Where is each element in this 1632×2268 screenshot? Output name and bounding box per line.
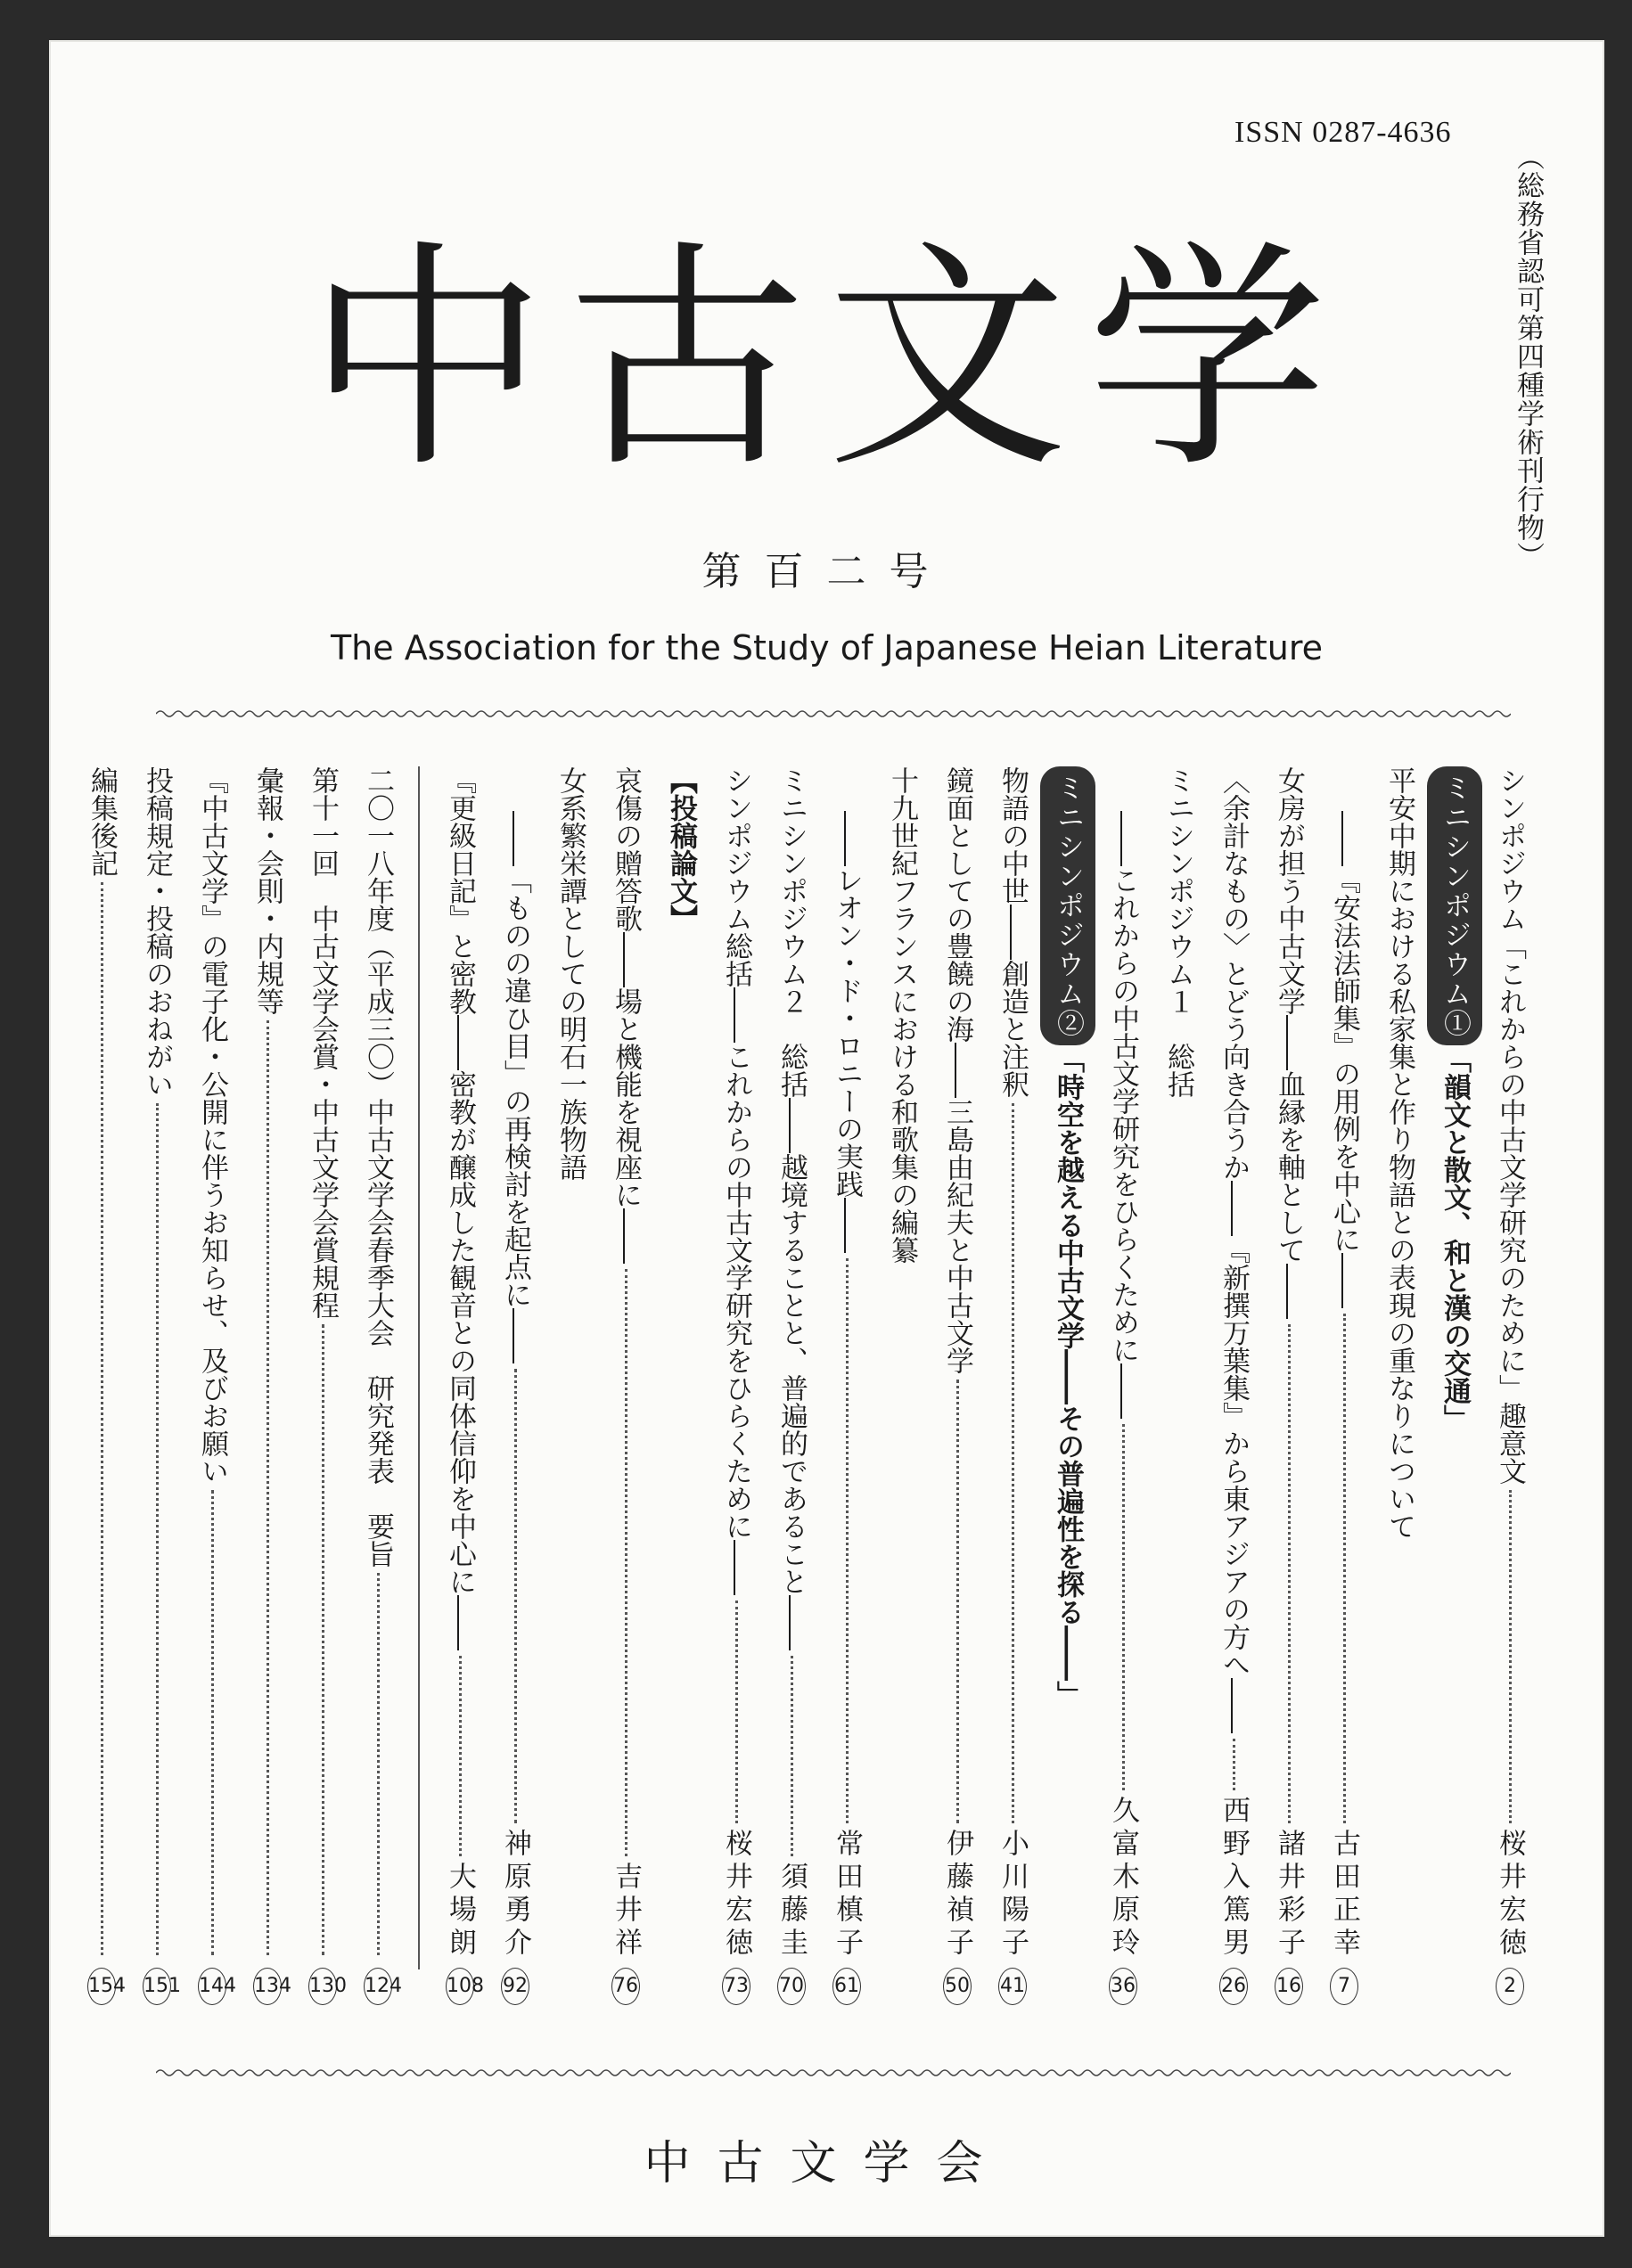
page-number: 2	[1496, 1968, 1524, 2005]
toc-entry: 〈余計なもの〉とどう向き合うか――『新撰万葉集』から東アジアの方へ―― 西野入篤男 26	[1206, 766, 1261, 2005]
page-number: 130	[308, 1968, 337, 2005]
leader-dots	[1012, 1103, 1014, 1823]
toc-entry: ミニシンポジウム１ 総括	[1162, 766, 1194, 1098]
page-number: 61	[832, 1968, 861, 2005]
leader-dots	[625, 1269, 627, 1856]
leader-dots	[846, 1258, 849, 1823]
bottom-wavy-rule	[156, 2067, 1511, 2078]
page-number: 76	[611, 1968, 640, 2005]
leader-dots	[156, 1103, 159, 1955]
section-title: 「時空を越える中古文学――その普遍性を探る――」	[1052, 1045, 1084, 1708]
toc-entry: 鏡面としての豊饒の海――三島由紀夫と中古文学 伊藤禎子 50	[930, 766, 985, 2005]
toc-entry: シンポジウム総括――これからの中古文学研究をひらくために―― 桜井宏徳 73	[709, 766, 764, 2005]
page-number: 41	[998, 1968, 1027, 2005]
page-number: 124	[364, 1968, 392, 2005]
toc-entry: 十九世紀フランスにおける和歌集の編纂	[886, 766, 918, 1264]
leader-dots	[956, 1380, 959, 1823]
page-number: 73	[722, 1968, 750, 2005]
section-heading	[1040, 766, 1095, 2005]
toc-entry: 哀傷の贈答歌――場と機能を視座に―― 吉井祥 76	[598, 766, 653, 2005]
toc-entry: ――レオン・ド・ロニーの実践―― 常田槙子 61	[819, 766, 874, 2005]
journal-cover	[49, 40, 1604, 2237]
leader-dots	[1122, 1424, 1125, 1790]
leader-dots	[267, 1020, 269, 1955]
toc-entry: 『中古文学』の電子化・公開に伴うお知らせ、及びお願い 144	[185, 766, 240, 2005]
page-number: 26	[1219, 1968, 1248, 2005]
top-wavy-rule	[156, 708, 1511, 719]
issue-number: 第百二号	[701, 549, 952, 594]
toc-entry: 女系繁栄譚としての明石一族物語	[554, 766, 586, 1181]
page-number: 16	[1275, 1968, 1303, 2005]
toc-entry: 二〇一八年度（平成三〇）中古文学会春季大会 研究発表 要旨 124	[350, 766, 406, 2005]
section-title: 【投稿論文】	[665, 766, 697, 932]
leader-dots	[735, 1601, 738, 1823]
leader-dots	[791, 1656, 793, 1856]
journal-title: 中古文学	[306, 219, 1348, 500]
toc-entry: 女房が担う中古文学――血縁を軸として―― 諸井彩子 16	[1261, 766, 1316, 2005]
table-of-contents	[86, 766, 1538, 2032]
leader-dots	[211, 1490, 214, 1955]
leader-dots	[377, 1573, 380, 1955]
leader-dots	[1343, 1314, 1346, 1823]
page-number: 108	[446, 1968, 474, 2005]
toc-entry: ――『安法法師集』の用例を中心に―― 古田正幸 7	[1316, 766, 1372, 2005]
page-number: 50	[943, 1968, 972, 2005]
toc-entry: 彙報・会則・内規等 134	[240, 766, 295, 2005]
toc-entry: 編集後記 154	[74, 766, 129, 2005]
section-heading	[1427, 766, 1482, 2005]
toc-entry: シンポジウム「これからの中古文学研究のために」趣意文 桜井宏徳 2	[1482, 766, 1538, 2005]
section-heading	[653, 766, 709, 2005]
column-divider	[418, 766, 420, 1969]
toc-entry: 『更級日記』と密教――密教が醸成した観音との同体信仰を中心に―― 大場朗 108	[432, 766, 488, 2005]
toc-entry: ――「ものの違ひ目」の再検討を起点に―― 神原勇介 92	[488, 766, 543, 2005]
leader-dots	[1233, 1739, 1235, 1790]
leader-dots	[459, 1656, 462, 1856]
english-title: The Association for the Study of Japanese Heian Literature	[330, 628, 1324, 667]
toc-entry: 物語の中世――創造と注釈 小川陽子 41	[985, 766, 1040, 2005]
section-title: 「韻文と散文、和と漢の交通」	[1439, 1045, 1471, 1432]
leader-dots	[322, 1324, 324, 1955]
approval-note: （総務省認可第四種学術刊行物）	[1512, 143, 1544, 570]
toc-entry: 投稿規定・投稿のおねがい 151	[129, 766, 185, 2005]
page-number: 7	[1330, 1968, 1358, 2005]
page-number: 70	[777, 1968, 806, 2005]
page-number: 134	[253, 1968, 282, 2005]
section-badge: ミニシンポジウム①	[1427, 766, 1482, 1045]
page-number: 36	[1109, 1968, 1137, 2005]
toc-entry: ミニシンポジウム２ 総括――越境することと、普遍的であること―― 須藤圭 70	[764, 766, 819, 2005]
leader-dots	[1288, 1324, 1291, 1823]
page-number: 144	[198, 1968, 226, 2005]
section-badge: ミニシンポジウム②	[1040, 766, 1095, 1045]
leader-dots	[101, 882, 103, 1955]
leader-dots	[514, 1369, 517, 1823]
toc-entry: ――これからの中古文学研究をひらくために―― 久富木原玲 36	[1095, 766, 1151, 2005]
toc-entry: 平安中期における私家集と作り物語との表現の重なりについて	[1383, 766, 1415, 1540]
leader-dots	[1509, 1490, 1512, 1823]
publisher-name: 中古文学会	[644, 2137, 1010, 2190]
page-number: 92	[501, 1968, 529, 2005]
toc-entry: 第十一回 中古文学会賞・中古文学会賞規程 130	[295, 766, 350, 2005]
page-number: 154	[87, 1968, 116, 2005]
page-number: 151	[143, 1968, 171, 2005]
issn-number: ISSN 0287-4636	[1234, 116, 1452, 149]
